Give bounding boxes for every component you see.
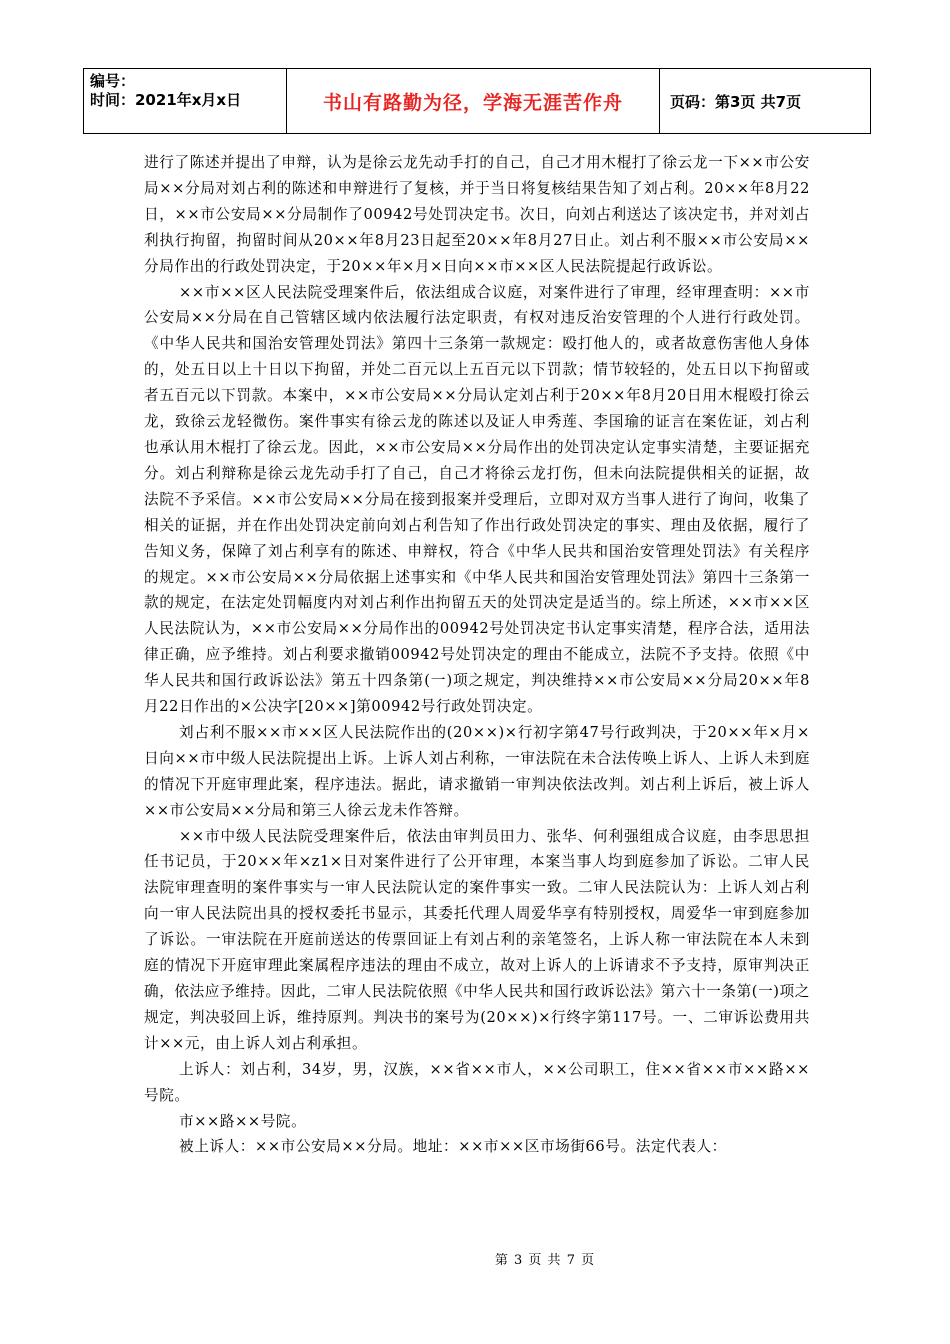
paragraph-appellant: 上诉人：刘占利，34岁，男，汉族，××省××市人，××公司职工，住××省××市××路××号院。 xyxy=(144,1060,810,1104)
paragraph-1: 进行了陈述并提出了申辩，认为是徐云龙先动手打的自己，自己才用木棍打了徐云龙一下××市公安局××分局对刘占利的陈述和申辩进行了复核，并于当日将复核结果告知了刘占利。20××年8月22日，××市公安局××分局制作了00942号处罚决定书。次日，向刘占利送达了该决定书，并对刘占利执行拘留，拘留时间从20××年8月23日起至20××年8月27日止。刘占利不服××市公安局××分局作出的行政处罚决定，于20××年×月×日向××市××区人民法院提起行政诉讼。 xyxy=(144,154,810,275)
number-label: 编号： xyxy=(90,72,136,90)
header-motto: 书山有路勤为径，学海无涯苦作舟 xyxy=(287,69,660,133)
page-header xyxy=(83,68,871,134)
paragraph-appellee: 被上诉人：××市公安局××分局。地址：××市××区市场街66号。法定代表人： xyxy=(179,1138,727,1156)
paragraph-address: 市××路××号院。 xyxy=(179,1112,307,1130)
paragraph-4: ××市中级人民法院受理案件后，依法由审判员田力、张华、何利强组成合议庭，由李思思担任书记员，于20××年×z1×日对案件进行了公开审理，本案当事人均到庭参加了诉讼。二审人民法院审理查明的案件事实与一审人民法院认定的案件事实一致。二审人民法院认为：上诉人刘占利向一审人民法院出具的授权委托书显示，其委托代理人周爱华享有特别授权，周爱华一审到庭参加了诉讼。一审法院在开庭前送达的传票回证上有刘占利的亲笔签名，上诉人称一审法院在本人未到庭的情况下开庭审理此案属程序违法的理由不成立，故对上诉人的上诉请求不予支持，原审判决正确，依法应予维持。因此，二审人民法院依照《中华人民共和国行政诉讼法》第六十一条第(一)项之规定，判决驳回上诉，维持原判。判决书的案号为(20××)×行终字第117号。一、二审诉讼费用共计××元，由上诉人刘占利承担。 xyxy=(144,827,810,1052)
paragraph-2: ××市××区人民法院受理案件后，依法组成合议庭，对案件进行了审理，经审理查明：××市公安局××分局在自己管辖区域内依法履行法定职责，有权对违反治安管理的个人进行行政处罚。《中华人民共和国治安管理处罚法》第四十三条第一款规定：殴打他人的，或者故意伤害他人身体的，处五日以上十日以下拘留，并处二百元以上五百元以下罚款；情节较轻的，处五日以下拘留或者五百元以下罚款。本案中，××市公安局××分局认定刘占利于20××年8月20日用木棍殴打徐云龙，致徐云龙轻微伤。案件事实有徐云龙的陈述以及证人申秀莲、李国瑜的证言在案佐证，刘占利也承认用木棍打了徐云龙。因此，××市公安局××分局作出的处罚决定认定事实清楚，主要证据充分。刘占利辩称是徐云龙先动手打了自己，自己才将徐云龙打伤，但未向法院提供相关的证据，故法院不予采信。××市公安局××分局在接到报案并受理后，立即对双方当事人进行了询问，收集了相关的证据，并在作出处罚决定前向刘占利告知了作出行政处罚决定的事实、理由及依据，履行了告知义务，保障了刘占利享有的陈述、申辩权，符合《中华人民共和国治安管理处罚法》有关程序的规定。××市公安局××分局依据上述事实和《中华人民共和国治安管理处罚法》第四十三条第一款的规定，在法定处罚幅度内对刘占利作出拘留五天的处罚决定是适当的。综上所述，××市××区人民法院认为，××市公安局××分局作出的00942号处罚决定书认定事实清楚，程序合法，适用法律正确，应予维持。刘占利要求撤销00942号处罚决定的理由不能成立，法院不予支持。依照《中华人民共和国行政诉讼法》第五十四条第(一)项之规定，判决维持××市公安局××分局20××年8月22日作出的×公决字[20××]第00942号行政处罚决定。 xyxy=(144,283,810,716)
document-body xyxy=(144,150,810,1160)
page-footer: 第 3 页 共 7 页 xyxy=(494,1253,596,1268)
header-page-info: 页码：第3页 共7页 xyxy=(670,92,802,111)
date-label: 时间：2021年x月x日 xyxy=(90,91,242,109)
paragraph-3: 刘占利不服××市××区人民法院作出的(20××)×行初字第47号行政判决，于20××年×月×日向××市中级人民法院提出上诉。上诉人刘占利称，一审法院在未合法传唤上诉人、上诉人未到庭的情况下开庭审理此案，程序违法。据此，请求撤销一审判决依法改判。刘占利上诉后，被上诉人××市公安局××分局和第三人徐云龙未作答辩。 xyxy=(144,723,810,819)
header-meta xyxy=(84,69,287,133)
